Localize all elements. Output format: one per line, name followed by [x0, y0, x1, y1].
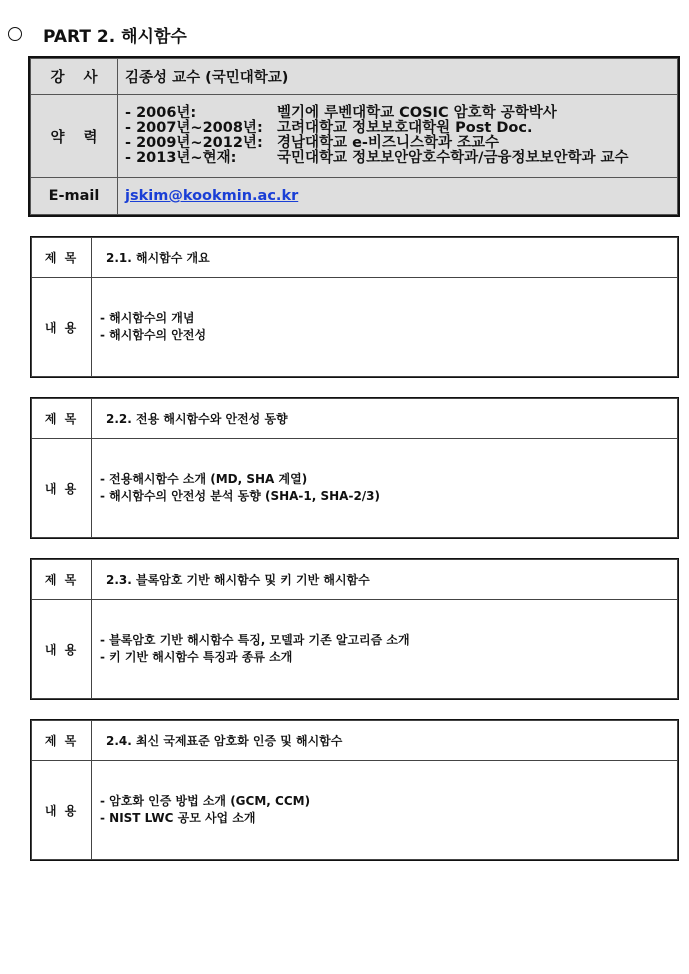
career-item: - 2006년: 벨기에 루벤대학교 COSIC 암호학 공학박사: [125, 105, 557, 121]
content-label: 내 용: [32, 600, 92, 699]
content-item: - 해시함수의 안전성: [100, 328, 207, 342]
topic-content-row: [32, 600, 678, 699]
content-item: - 전용해시함수 소개 (MD, SHA 계열): [100, 472, 308, 486]
career-label: 약 력: [31, 95, 118, 178]
content-item: - 해시함수의 안전성 분석 동향 (SHA-1, SHA-2/3): [100, 489, 381, 503]
topic-title: 2.2. 전용 해시함수와 안전성 동향: [92, 399, 678, 439]
content-item: - 암호화 인증 방법 소개 (GCM, CCM): [100, 794, 311, 808]
topic-title-row: [32, 238, 678, 278]
part-heading: [8, 20, 187, 48]
title-label: 제 목: [32, 238, 92, 278]
topic-table: [31, 237, 678, 377]
circle-bullet-icon: [8, 27, 22, 41]
topic-title: 2.3. 블록암호 기반 해시함수 및 키 기반 해시함수: [92, 560, 678, 600]
career-list: [118, 95, 678, 178]
topic-title: 2.1. 해시함수 개요: [92, 238, 678, 278]
title-label: 제 목: [32, 399, 92, 439]
topic-table: [31, 398, 678, 538]
content-item: - 키 기반 해시함수 특징과 종류 소개: [100, 650, 293, 664]
topic-title-row: [32, 721, 678, 761]
topic-content-row: [32, 278, 678, 377]
lecturer-row: [31, 59, 678, 95]
email-link[interactable]: jskim@kookmin.ac.kr: [125, 188, 299, 204]
topic-title: 2.4. 최신 국제표준 암호화 인증 및 해시함수: [92, 721, 678, 761]
email-label: E-mail: [31, 178, 118, 215]
topic-content: [92, 600, 678, 699]
title-label: 제 목: [32, 721, 92, 761]
lecturer-label: 강 사: [31, 59, 118, 95]
lecturer-value: 김종성 교수 (국민대학교): [118, 59, 678, 95]
title-label: 제 목: [32, 560, 92, 600]
part-title: PART 2. 해시함수: [43, 26, 187, 47]
content-item: - 해시함수의 개념: [100, 311, 195, 325]
topic-content-row: [32, 761, 678, 860]
topic-title-row: [32, 560, 678, 600]
content-label: 내 용: [32, 278, 92, 377]
topic-content: [92, 278, 678, 377]
topic-content: [92, 761, 678, 860]
career-row: [31, 95, 678, 178]
topic-table: [31, 559, 678, 699]
topic-content-row: [32, 439, 678, 538]
career-item: - 2009년~2012년: 경남대학교 e-비즈니스학과 조교수: [125, 135, 500, 151]
topic-title-row: [32, 399, 678, 439]
content-item: - NIST LWC 공모 사업 소개: [100, 811, 256, 825]
content-label: 내 용: [32, 439, 92, 538]
instructor-table: [30, 58, 678, 215]
career-item: - 2007년~2008년: 고려대학교 정보보호대학원 Post Doc.: [125, 120, 533, 136]
career-item: - 2013년~현재: 국민대학교 정보보안암호수학과/금융정보보안학과 교수: [125, 150, 629, 166]
topic-content: [92, 439, 678, 538]
content-label: 내 용: [32, 761, 92, 860]
content-item: - 블록암호 기반 해시함수 특징, 모델과 기존 알고리즘 소개: [100, 633, 410, 647]
email-row: [31, 178, 678, 215]
topic-table: [31, 720, 678, 860]
